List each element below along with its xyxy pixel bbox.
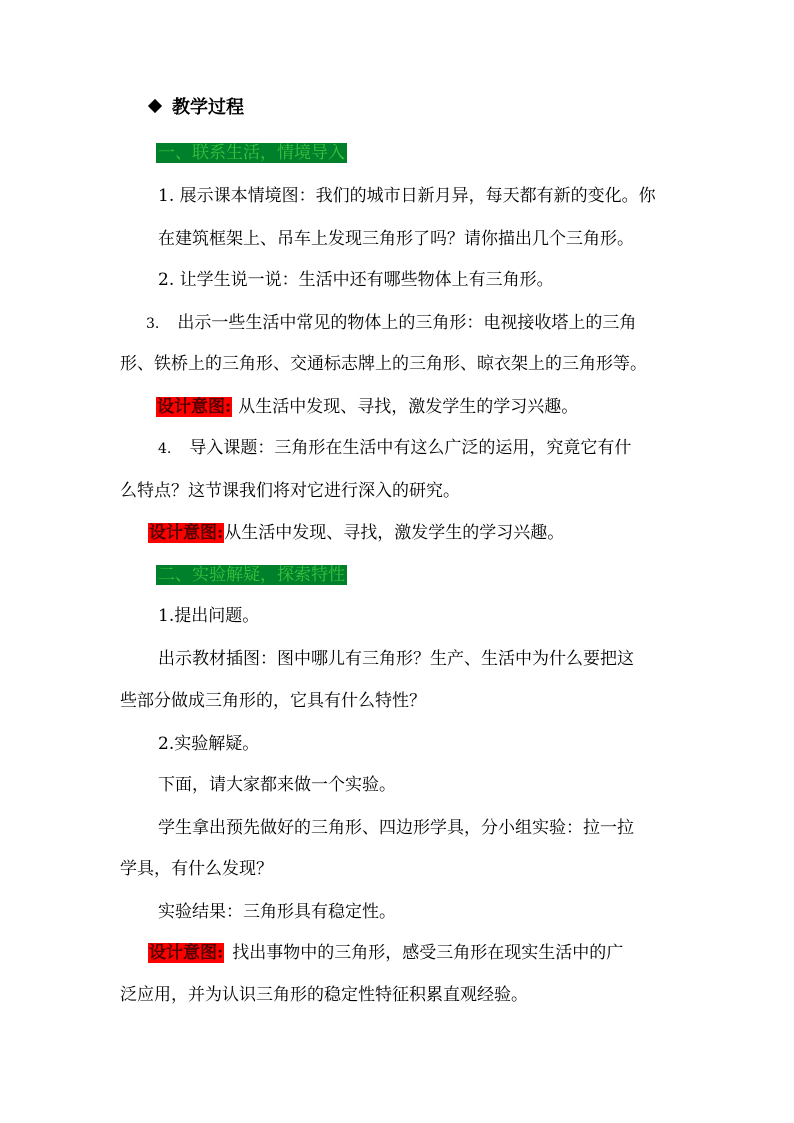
paragraph-2-line-1: 2. 让学生说一说：生活中还有哪些物体上有三角形。 [158, 270, 554, 290]
diamond-bullet-icon [148, 99, 162, 113]
question-2-title: 2.实验解疑。 [158, 734, 260, 754]
question-2-paragraph-2-line-2: 学具，有什么发现？ [120, 859, 273, 879]
paragraph-4-line-2: 么特点？这节课我们将对它进行深入的研究。 [120, 481, 460, 501]
section-title-1: 一、联系生活，情境导入 [158, 143, 345, 163]
design-intent-2: 设计意图:从生活中发现、寻找，激发学生的学习兴趣。 [149, 523, 565, 543]
paragraph-3-line-2: 形、铁桥上的三角形、交通标志牌上的三角形、晾衣架上的三角形等。 [120, 354, 647, 374]
question-1-title: 1.提出问题。 [158, 606, 260, 626]
design-intent-3: 设计意图: 找出事物中的三角形，感受三角形在现实生活中的广 [149, 943, 624, 963]
paragraph-1-line-1: 1. 展示课本情境图：我们的城市日新月异，每天都有新的变化。你 [158, 186, 656, 206]
design-intent-3-line-2: 泛应用，并为认识三角形的稳定性特征积累直观经验。 [120, 985, 528, 1005]
paragraph-1-line-2: 在建筑框架上、吊车上发现三角形了吗？请你描出几个三角形。 [158, 229, 634, 249]
question-2-paragraph-2-line-1: 学生拿出预先做好的三角形、四边形学具，分小组实验：拉一拉 [158, 818, 634, 838]
section-title-2: 二、实验解疑，探索特性 [158, 565, 345, 585]
section-heading: 教学过程 [150, 96, 244, 120]
design-intent-1: 设计意图: 从生活中发现、寻找，激发学生的学习兴趣。 [157, 397, 579, 417]
paragraph-4-number: 4. [158, 441, 172, 457]
question-1-paragraph-line-2: 些部分做成三角形的，它具有什么特性？ [120, 691, 426, 711]
paragraph-4-line-1: 4. 导入课题：三角形在生活中有这么广泛的运用，究竟它有什 [158, 438, 632, 458]
question-1-paragraph-line-1: 出示教材插图：图中哪儿有三角形？生产、生活中为什么要把这 [158, 649, 634, 669]
question-2-paragraph-1: 下面，请大家都来做一个实验。 [158, 775, 396, 795]
paragraph-3-number: 3. [146, 316, 160, 332]
design-intent-label: 设计意图: [149, 943, 224, 963]
design-intent-label: 设计意图: [149, 523, 224, 543]
design-intent-label: 设计意图: [157, 397, 232, 417]
paragraph-3-line-1: 3. 出示一些生活中常见的物体上的三角形：电视接收塔上的三角 [146, 313, 637, 333]
question-2-paragraph-3: 实验结果：三角形具有稳定性。 [158, 902, 396, 922]
